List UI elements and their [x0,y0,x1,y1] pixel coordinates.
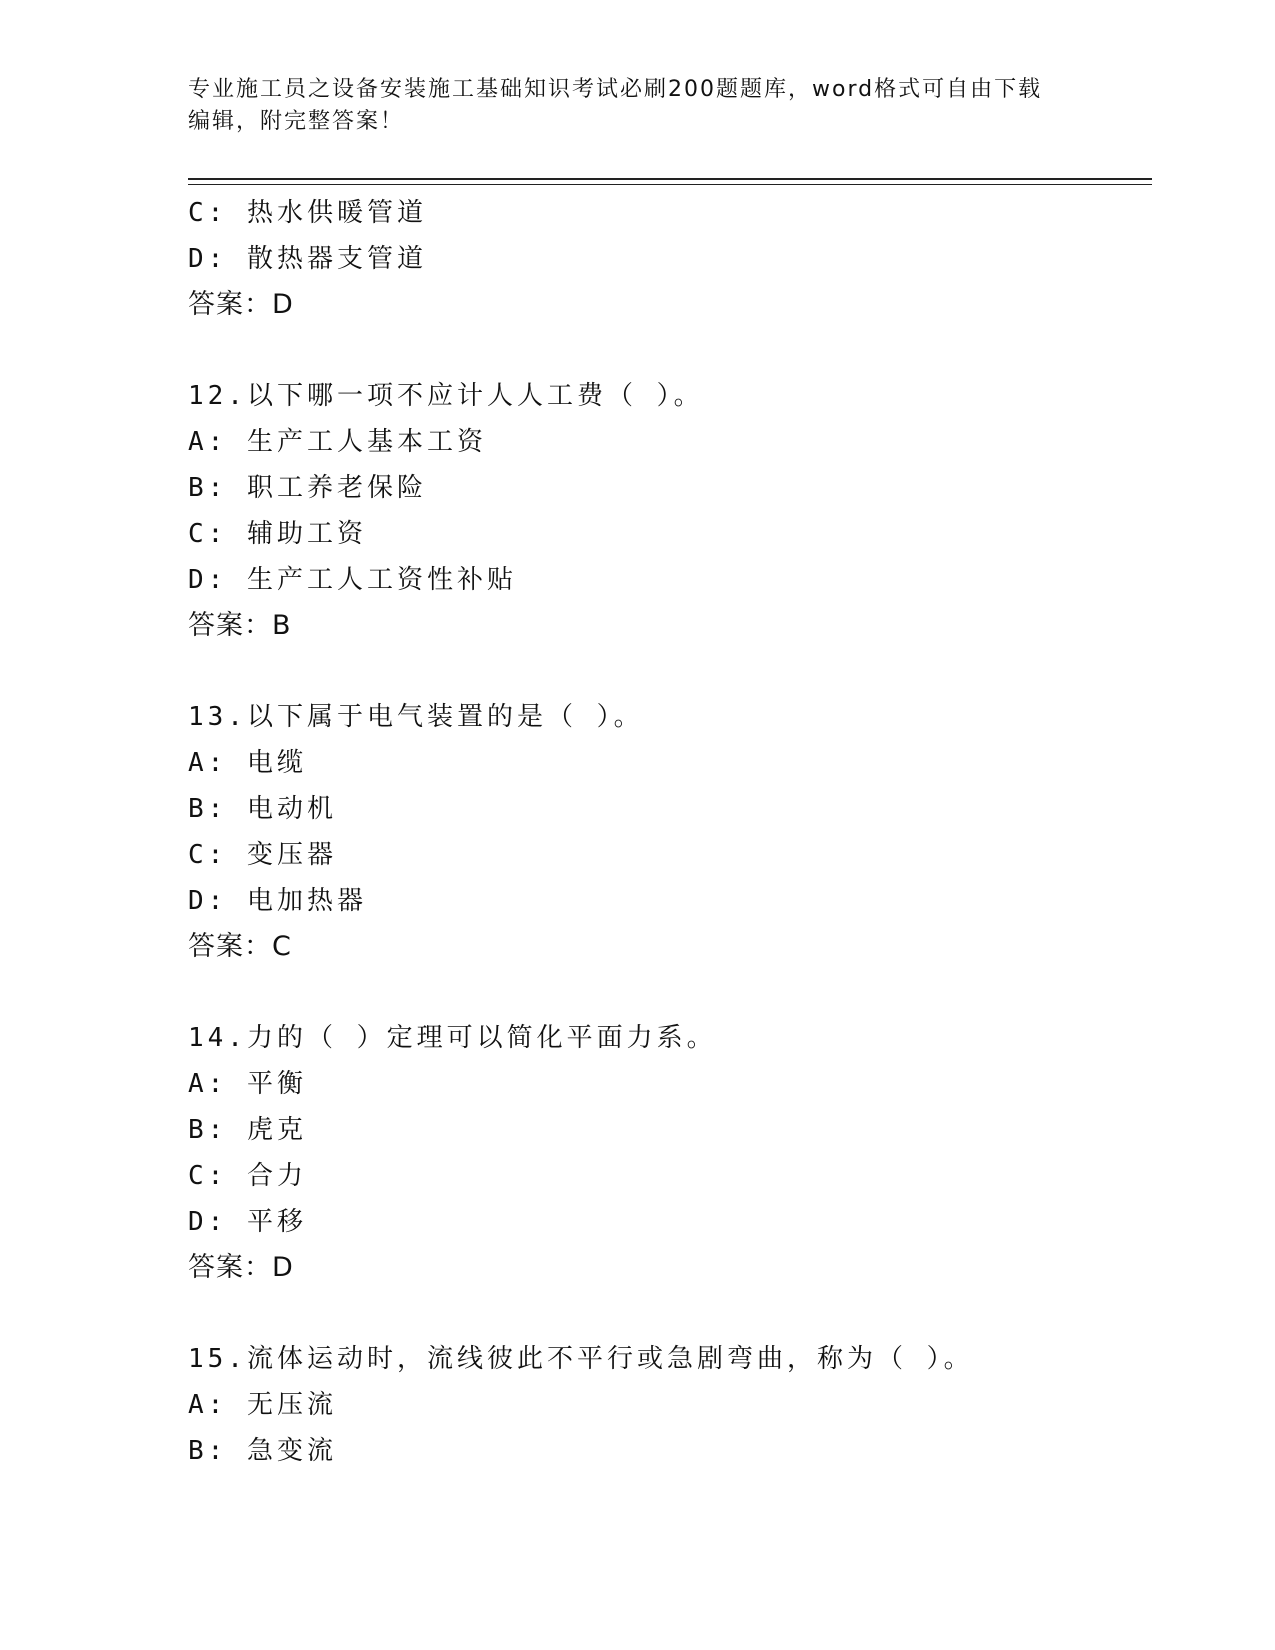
option-b: B: 虎克 [188,1115,307,1145]
option-c: C: 合力 [188,1161,307,1191]
option-c: C: 热水供暖管道 [188,198,427,228]
option-c: C: 变压器 [188,840,337,870]
answer: 答案：B [188,610,292,641]
option-d: D: 平移 [188,1207,307,1237]
option-b: B: 电动机 [188,794,337,824]
question-15 [188,1336,1152,1474]
option-a: A: 无压流 [188,1390,337,1420]
option-d: D: 生产工人工资性补贴 [188,565,517,595]
question-14 [188,1015,1152,1291]
option-c: C: 辅助工资 [188,519,367,549]
option-b: B: 职工养老保险 [188,473,427,503]
document-header [188,74,1088,138]
question-12 [188,373,1152,649]
answer: 答案：D [188,1252,294,1283]
header-divider-thin [188,184,1152,185]
option-a: A: 生产工人基本工资 [188,427,487,457]
option-d: D: 散热器支管道 [188,244,427,274]
header-title-line-1: 专业施工员之设备安装施工基础知识考试必刷200题题库，word格式可自由下载 [188,77,1043,102]
option-a: A: 电缆 [188,748,307,778]
question-13 [188,694,1152,970]
question-list [188,190,1152,1474]
answer: 答案：C [188,931,292,962]
option-b: B: 急变流 [188,1436,337,1466]
partial-question-11 [188,190,1152,328]
header-title-line-2: 编辑，附完整答案！ [188,109,405,134]
question-stem: 15.流体运动时，流线彼此不平行或急剧弯曲，称为（ ）。 [188,1344,974,1374]
option-a: A: 平衡 [188,1069,307,1099]
header-divider-thick [188,178,1152,180]
question-stem: 12.以下哪一项不应计人人工费（ ）。 [188,381,704,411]
question-stem: 14.力的（ ）定理可以简化平面力系。 [188,1023,717,1053]
question-stem: 13.以下属于电气装置的是（ ）。 [188,702,644,732]
answer: 答案：D [188,289,294,320]
option-d: D: 电加热器 [188,886,367,916]
